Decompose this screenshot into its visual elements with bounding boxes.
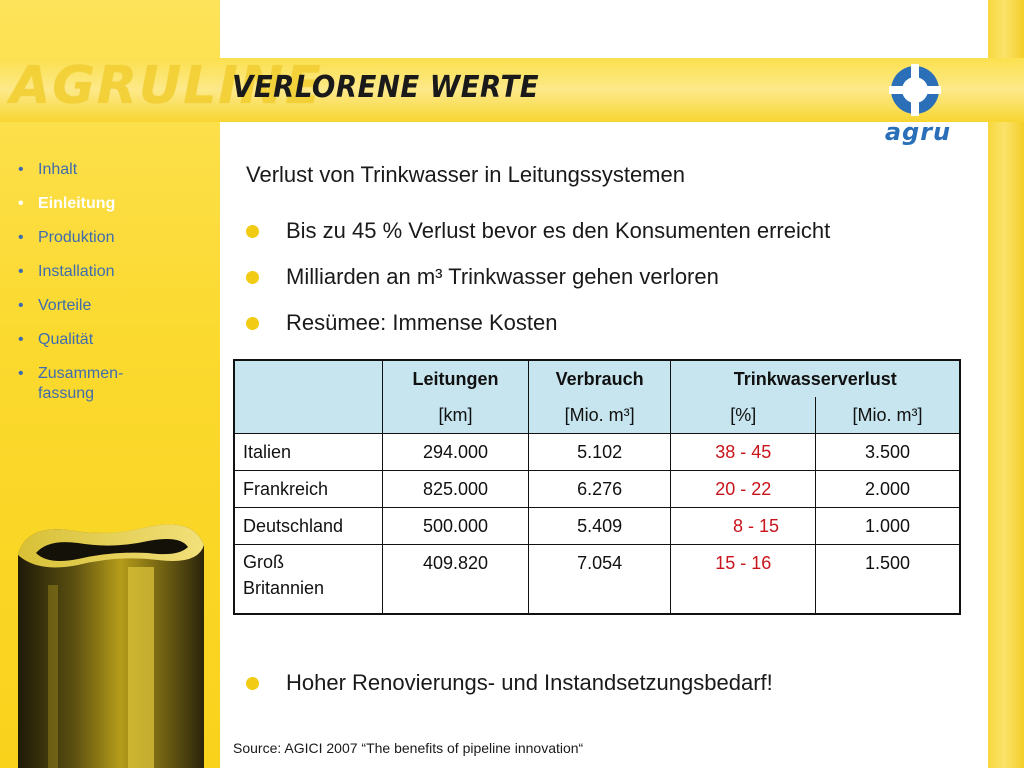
header-leitungen: Leitungen — [383, 360, 529, 397]
units-blank-cell — [234, 397, 383, 434]
nav-bullet: • — [18, 161, 24, 178]
final-bullet-text: Hoher Renovierungs- und Instandsetzungsbedarf! — [286, 670, 773, 695]
nav-bullet: • — [18, 365, 24, 382]
pipe-profile-illustration — [8, 505, 208, 768]
sidebar-item-label: Inhalt — [38, 161, 78, 178]
cell-verbrauch: 5.102 — [528, 434, 671, 471]
sidebar-item-label: Einleitung — [38, 195, 116, 212]
table-units-row — [234, 397, 960, 434]
slide-title: VERLORENE WERTE — [232, 70, 540, 105]
header-blank-cell — [234, 360, 383, 397]
bullet-text: Milliarden an m³ Trinkwasser gehen verloren — [286, 264, 719, 289]
table-row — [234, 545, 960, 615]
sidebar-item-qualitaet[interactable] — [18, 330, 208, 350]
bullet-item — [246, 208, 830, 254]
bullet-dot-icon — [246, 317, 259, 330]
bullet-text: Bis zu 45 % Verlust bevor es den Konsumenten erreicht — [286, 218, 831, 243]
sidebar-item-vorteile[interactable] — [18, 296, 208, 316]
sidebar-item-inhalt[interactable] — [18, 160, 208, 180]
nav-bullet: • — [18, 263, 24, 280]
cell-loss-pct: 38 - 45 — [671, 434, 816, 471]
cell-country: Frankreich — [234, 471, 383, 508]
nav-bullet: • — [18, 229, 24, 246]
cell-loss-vol: 3.500 — [815, 434, 960, 471]
table-row — [234, 508, 960, 545]
cell-verbrauch: 7.054 — [528, 545, 671, 615]
cell-loss-vol: 1.000 — [815, 508, 960, 545]
cell-country: Groß Britannien — [234, 545, 383, 615]
sidebar-nav — [18, 160, 208, 418]
logo-wordmark: agru — [884, 118, 952, 146]
table-header-row — [234, 360, 960, 397]
bullet-dot-icon — [246, 677, 259, 690]
cell-leitungen: 825.000 — [383, 471, 529, 508]
unit-loss-pct: [%] — [671, 397, 816, 434]
sidebar-item-zusammenfassung[interactable] — [18, 364, 208, 404]
header-trinkwasserverlust: Trinkwasserverlust — [671, 360, 960, 397]
bullet-text: Resümee: Immense Kosten — [286, 310, 558, 335]
bullet-list — [246, 208, 830, 346]
cell-verbrauch: 6.276 — [528, 471, 671, 508]
table-row — [234, 434, 960, 471]
sidebar-item-einleitung[interactable] — [18, 194, 208, 214]
brand-watermark: AGRULINE — [10, 56, 323, 116]
sidebar-item-installation[interactable] — [18, 262, 208, 282]
source-citation: Source: AGICI 2007 “The benefits of pipeline innovation“ — [233, 740, 584, 756]
bullet-item — [246, 254, 830, 300]
cell-loss-vol: 1.500 — [815, 545, 960, 615]
unit-verbrauch: [Mio. m³] — [528, 397, 671, 434]
unit-loss-vol: [Mio. m³] — [815, 397, 960, 434]
cell-loss-pct: 15 - 16 — [671, 545, 816, 615]
cell-country: Deutschland — [234, 508, 383, 545]
cell-loss-pct: 8 - 15 — [671, 508, 816, 545]
cell-verbrauch: 5.409 — [528, 508, 671, 545]
water-loss-table — [233, 359, 961, 615]
final-bullet-item — [246, 670, 773, 696]
sidebar-item-label: Qualität — [38, 331, 94, 348]
bullet-dot-icon — [246, 271, 259, 284]
cell-leitungen: 500.000 — [383, 508, 529, 545]
bullet-dot-icon — [246, 225, 259, 238]
bullet-item — [246, 300, 830, 346]
nav-bullet: • — [18, 331, 24, 348]
table-row — [234, 471, 960, 508]
cell-loss-pct: 20 - 22 — [671, 471, 816, 508]
cell-loss-vol: 2.000 — [815, 471, 960, 508]
sidebar-item-produktion[interactable] — [18, 228, 208, 248]
slide-subtitle: Verlust von Trinkwasser in Leitungssystemen — [246, 162, 685, 187]
sidebar-item-label: Vorteile — [38, 297, 92, 314]
cell-country: Italien — [234, 434, 383, 471]
sidebar-item-label: Zusammen- fassung — [38, 365, 124, 402]
sidebar-item-label: Produktion — [38, 229, 115, 246]
nav-bullet: • — [18, 297, 24, 314]
nav-bullet: • — [18, 195, 24, 212]
cell-leitungen: 294.000 — [383, 434, 529, 471]
sidebar-item-label: Installation — [38, 263, 115, 280]
cell-leitungen: 409.820 — [383, 545, 529, 615]
unit-leitungen: [km] — [383, 397, 529, 434]
header-verbrauch: Verbrauch — [528, 360, 671, 397]
